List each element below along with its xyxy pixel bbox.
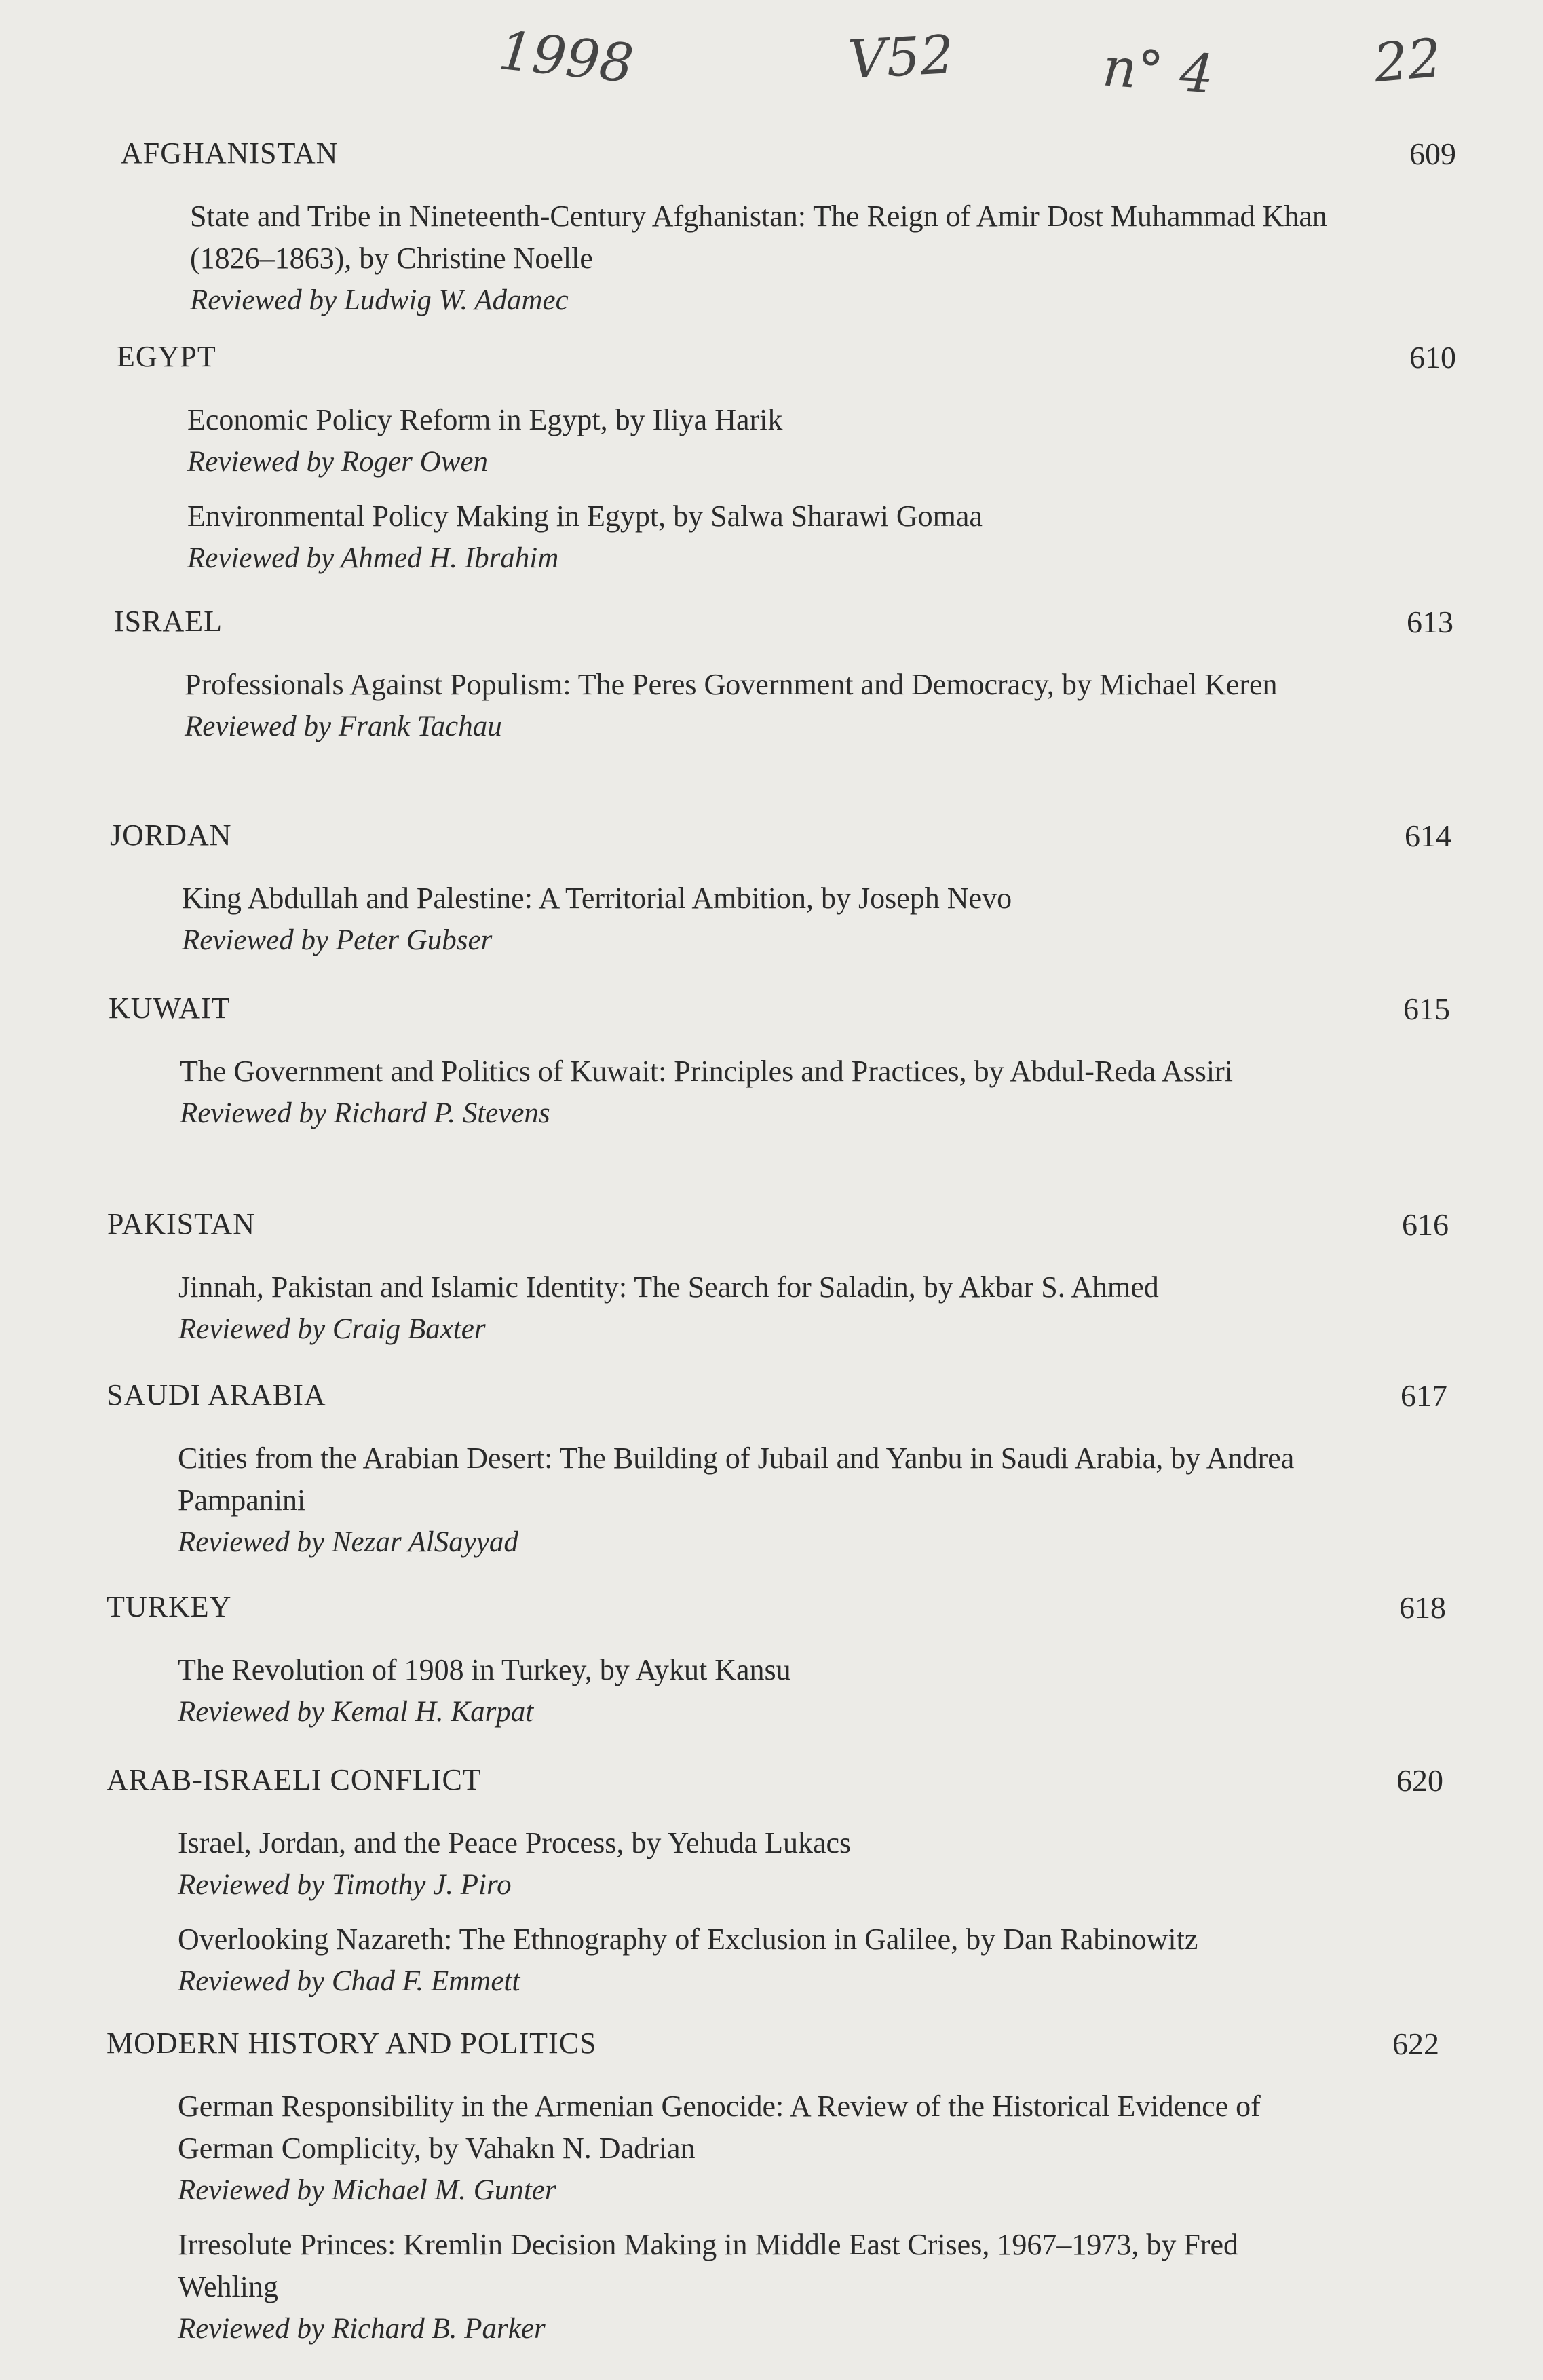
section-page-number: 620 [1396,1763,1443,1798]
toc-section [0,1207,1543,1378]
section-title: KUWAIT [109,991,231,1025]
book-title: Israel, Jordan, and the Peace Process, by Yehuda Lukacs [178,1826,852,1859]
section-page-number: 609 [1409,136,1456,171]
section-header [0,1589,1543,1637]
section-header [0,1378,1543,1425]
section-title: EGYPT [117,340,216,373]
section-page-number: 616 [1402,1207,1449,1242]
toc-section [0,2026,1543,2345]
review-entry [187,495,1543,580]
review-entry [187,399,1543,483]
section-title: JORDAN [110,818,232,852]
review-entry [178,1919,1543,2003]
section-title: SAUDI ARABIA [107,1378,326,1412]
reviewer: Reviewed by Craig Baxter [178,1313,486,1345]
book-title: Environmental Policy Making in Egypt, by Salwa Sharawi Gomaa [187,499,983,533]
section-header [0,2026,1543,2073]
review-entry [178,1437,1543,1564]
section-page-number: 617 [1401,1378,1447,1413]
toc-section [0,604,1543,818]
reviewer: Reviewed by Peter Gubser [182,924,493,956]
reviewer: Reviewed by Chad F. Emmett [178,1965,520,1997]
section-header [0,604,1543,651]
toc-section [0,1762,1543,2026]
toc-section [0,339,1543,604]
book-title: Professionals Against Populism: The Peres Government and Democracy, by Michael Keren [185,668,1278,701]
reviewer: Reviewed by Timothy J. Piro [178,1869,512,1901]
review-entry [185,664,1543,748]
reviewer: Reviewed by Kemal H. Karpat [178,1696,534,1728]
reviewer: Reviewed by Ludwig W. Adamec [190,284,569,316]
table-of-contents [0,136,1543,2345]
review-entry [178,1266,1543,1350]
reviewer: Reviewed by Richard P. Stevens [180,1097,550,1129]
section-header [0,1762,1543,1810]
review-entry [190,195,1543,322]
toc-section [0,1378,1543,1589]
section-header [0,991,1543,1038]
book-title: German Responsibility in the Armenian Genocide: A Review of the Historical Evidence of German Complicity, by Vahakn N. Dadrian [178,2090,1261,2165]
section-title: ARAB-ISRAELI CONFLICT [107,1763,482,1796]
review-entry [178,2085,1543,2212]
section-title: TURKEY [107,1590,232,1623]
section-page-number: 614 [1405,818,1451,853]
toc-section [0,991,1543,1207]
section-page-number: 615 [1403,991,1450,1026]
section-page-number: 622 [1392,2026,1439,2061]
reviewer: Reviewed by Roger Owen [187,446,488,478]
handwritten-volume: V52 [846,24,955,92]
handwritten-annotation [0,20,1543,106]
section-header [0,339,1543,387]
reviewer: Reviewed by Michael M. Gunter [178,2174,556,2206]
book-title: Jinnah, Pakistan and Islamic Identity: The Search for Saladin, by Akbar S. Ahmed [178,1270,1159,1304]
handwritten-number: n° 4 [1101,37,1216,106]
review-entry [180,1051,1543,1135]
section-page-number: 613 [1407,605,1453,639]
section-header [0,1207,1543,1254]
reviewer: Reviewed by Frank Tachau [185,711,502,742]
section-page-number: 618 [1399,1590,1446,1625]
review-entry [178,2224,1543,2350]
book-title: Economic Policy Reform in Egypt, by Iliya Harik [187,403,783,436]
book-title: Overlooking Nazareth: The Ethnography of Exclusion in Galilee, by Dan Rabinowitz [178,1923,1198,1956]
book-title: Cities from the Arabian Desert: The Building of Jubail and Yanbu in Saudi Arabia, by Andrea Pampanini [178,1441,1295,1517]
section-title: AFGHANISTAN [121,136,339,170]
reviewer: Reviewed by Nezar AlSayyad [178,1526,518,1558]
section-title: MODERN HISTORY AND POLITICS [107,2026,597,2060]
handwritten-year: 1998 [495,20,636,96]
reviewer: Reviewed by Ahmed H. Ibrahim [187,542,559,574]
review-entry [178,1822,1543,1906]
toc-section [0,818,1543,991]
section-title: PAKISTAN [107,1207,256,1241]
section-title: ISRAEL [114,605,223,638]
section-header [0,818,1543,865]
toc-section [0,136,1543,339]
review-entry [182,877,1543,962]
reviewer: Reviewed by Richard B. Parker [178,2313,546,2345]
book-title: Irresolute Princes: Kremlin Decision Making in Middle East Crises, 1967–1973, by Fred Wehling [178,2228,1238,2303]
book-title: State and Tribe in Nineteenth-Century Afghanistan: The Reign of Amir Dost Muhammad Khan (1826–1863), by Christine Noelle [190,200,1327,275]
toc-section [0,1589,1543,1762]
book-title: The Government and Politics of Kuwait: Principles and Practices, by Abdul-Reda Assiri [180,1055,1233,1088]
handwritten-extra: 22 [1371,27,1444,95]
book-title: The Revolution of 1908 in Turkey, by Aykut Kansu [178,1653,791,1686]
book-title: King Abdullah and Palestine: A Territorial Ambition, by Joseph Nevo [182,882,1012,915]
section-header [0,136,1543,183]
review-entry [178,1649,1543,1733]
section-page-number: 610 [1409,340,1456,375]
